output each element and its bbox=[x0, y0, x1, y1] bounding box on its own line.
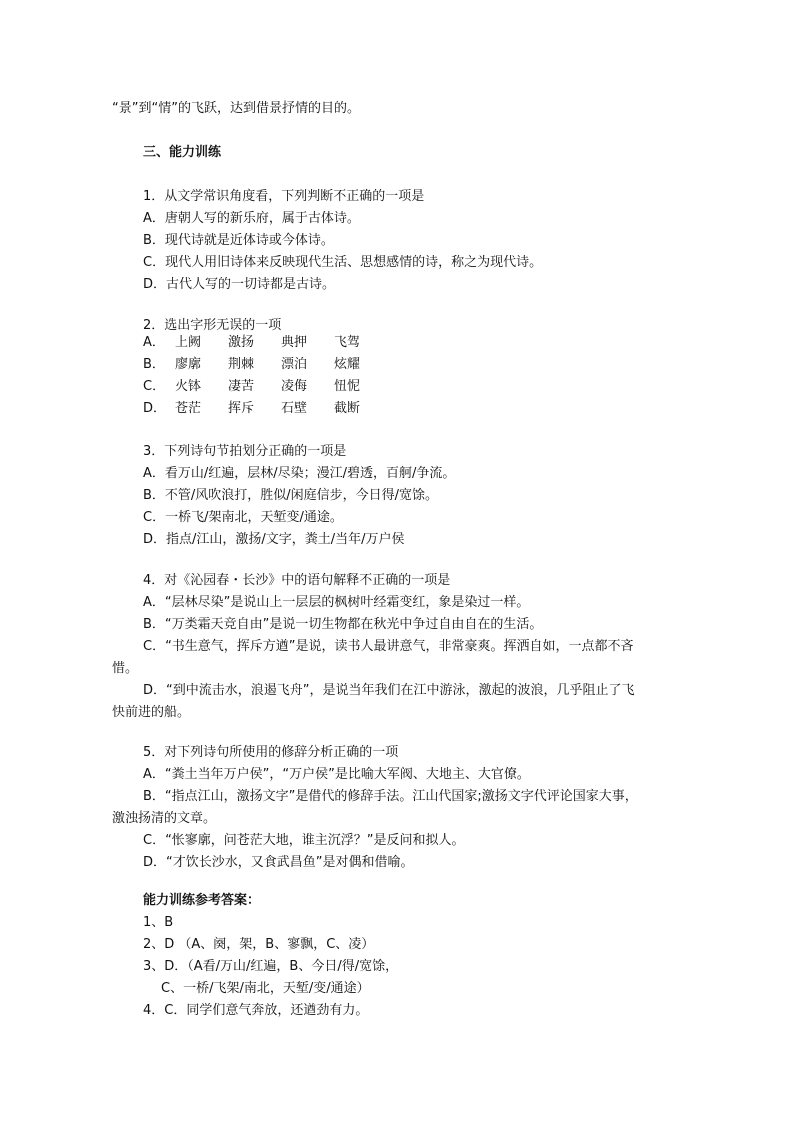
q4-option-a: A．“层林尽染”是说山上一层层的枫树叶经霜变红，象是染过一样。 bbox=[143, 595, 530, 610]
word: 石壁 bbox=[281, 401, 308, 416]
q5-stem: 5．对下列诗句所使用的修辞分析正确的一项 bbox=[143, 745, 399, 760]
q2-option-c bbox=[143, 376, 387, 398]
q3-option-b: B．不管/风吹浪打，胜似/闲庭信步，今日得/宽馀。 bbox=[143, 488, 439, 503]
q3-option-d: D．指点/江山，激扬/文字，粪土/当年/万户侯 bbox=[143, 532, 405, 547]
q2-option-a bbox=[143, 332, 387, 354]
q4-option-d-line2: 快前进的船。 bbox=[112, 705, 191, 720]
q5-option-b-line2: 激浊扬清的文章。 bbox=[112, 811, 217, 826]
word: 飞驾 bbox=[334, 335, 361, 350]
word: 凌侮 bbox=[281, 379, 308, 394]
q5-option-c: C．“怅寥廓，问苍茫大地，谁主沉浮？”是反问和拟人。 bbox=[143, 833, 465, 848]
word: 廖廓 bbox=[175, 357, 202, 372]
q1-option-d: D．古代人写的一切诗都是古诗。 bbox=[143, 277, 336, 292]
q1-option-b: B．现代诗就是近体诗或今体诗。 bbox=[143, 233, 334, 248]
q5-option-d: D．“才饮长沙水，又食武昌鱼”是对偶和借喻。 bbox=[143, 855, 414, 870]
word: 激扬 bbox=[228, 335, 255, 350]
q2-options bbox=[143, 332, 387, 420]
option-letter: D． bbox=[143, 401, 167, 416]
word: 炫耀 bbox=[334, 357, 361, 372]
option-letter: C． bbox=[143, 379, 166, 394]
word: 截断 bbox=[334, 401, 361, 416]
q5-option-a: A．“粪土当年万户侯”，“万户侯”是比喻大军阀、大地主、大官僚。 bbox=[143, 767, 530, 782]
q4-stem: 4．对《沁园春・长沙》中的语句解释不正确的一项是 bbox=[143, 573, 451, 588]
q4-option-c-line2: 惜。 bbox=[112, 661, 139, 676]
answer-3-line1: 3、D．（A看/万山/红遍，B、今日/得/宽馀， bbox=[143, 959, 399, 974]
q3-option-a: A．看万山/红遍，层林/尽染；漫江/碧透，百舸/争流。 bbox=[143, 466, 456, 481]
q4-option-b: B．“万类霜天竞自由”是说一切生物都在秋光中争过自由自在的生活。 bbox=[143, 617, 543, 632]
q5-option-b-line1: B．“指点江山，激扬文字”是借代的修辞手法。江山代国家;激扬文字代评论国家大事， bbox=[143, 789, 638, 804]
q1-option-c: C．现代人用旧诗体来反映现代生活、思想感情的诗，称之为现代诗。 bbox=[143, 255, 543, 270]
q4-option-d-line1: D．“到中流击水，浪遏飞舟”，是说当年我们在江中游泳，激起的波浪，几乎阻止了飞 bbox=[143, 683, 635, 698]
q3-stem: 3．下列诗句节拍划分正确的一项是 bbox=[143, 444, 347, 459]
q1-stem: 1．从文学常识角度看，下列判断不正确的一项是 bbox=[143, 189, 425, 204]
q1-option-a: A．唐朝人写的新乐府，属于古体诗。 bbox=[143, 211, 360, 226]
answer-4: 4．C．同学们意气奔放，还遒劲有力。 bbox=[143, 1003, 369, 1018]
q3-option-c: C．一桥飞/架南北，天堑变/通途。 bbox=[143, 510, 343, 525]
answers-title: 能力训练参考答案： bbox=[143, 893, 261, 908]
q4-option-c-line1: C．“书生意气，挥斥方遒”是说，读书人最讲意气，非常豪爽。挥洒自如，一点都不吝 bbox=[143, 639, 634, 654]
q2-option-b bbox=[143, 354, 387, 376]
answer-2: 2、D （A、阕，架，B、寥飘，C、凌） bbox=[143, 937, 375, 952]
option-letter: A． bbox=[143, 335, 165, 350]
word: 荆棘 bbox=[228, 357, 255, 372]
word: 上阙 bbox=[175, 335, 202, 350]
option-letter: B． bbox=[143, 357, 165, 372]
word: 苍茫 bbox=[175, 401, 202, 416]
word: 忸怩 bbox=[334, 379, 361, 394]
answer-1: 1、B bbox=[143, 915, 174, 930]
word: 凄苦 bbox=[228, 379, 255, 394]
word: 漂泊 bbox=[281, 357, 308, 372]
q2-stem: 2．选出字形无误的一项 bbox=[143, 318, 282, 333]
answer-3-line2: C、一桥/飞架/南北，天堑/变/通途） bbox=[161, 981, 370, 996]
word: 典押 bbox=[281, 335, 308, 350]
word: 挥斥 bbox=[228, 401, 255, 416]
intro-line: “景”到“情”的飞跃，达到借景抒情的目的。 bbox=[112, 101, 360, 116]
q2-option-d bbox=[143, 398, 387, 420]
word: 火钵 bbox=[175, 379, 202, 394]
section-title: 三、能力训练 bbox=[143, 145, 222, 160]
